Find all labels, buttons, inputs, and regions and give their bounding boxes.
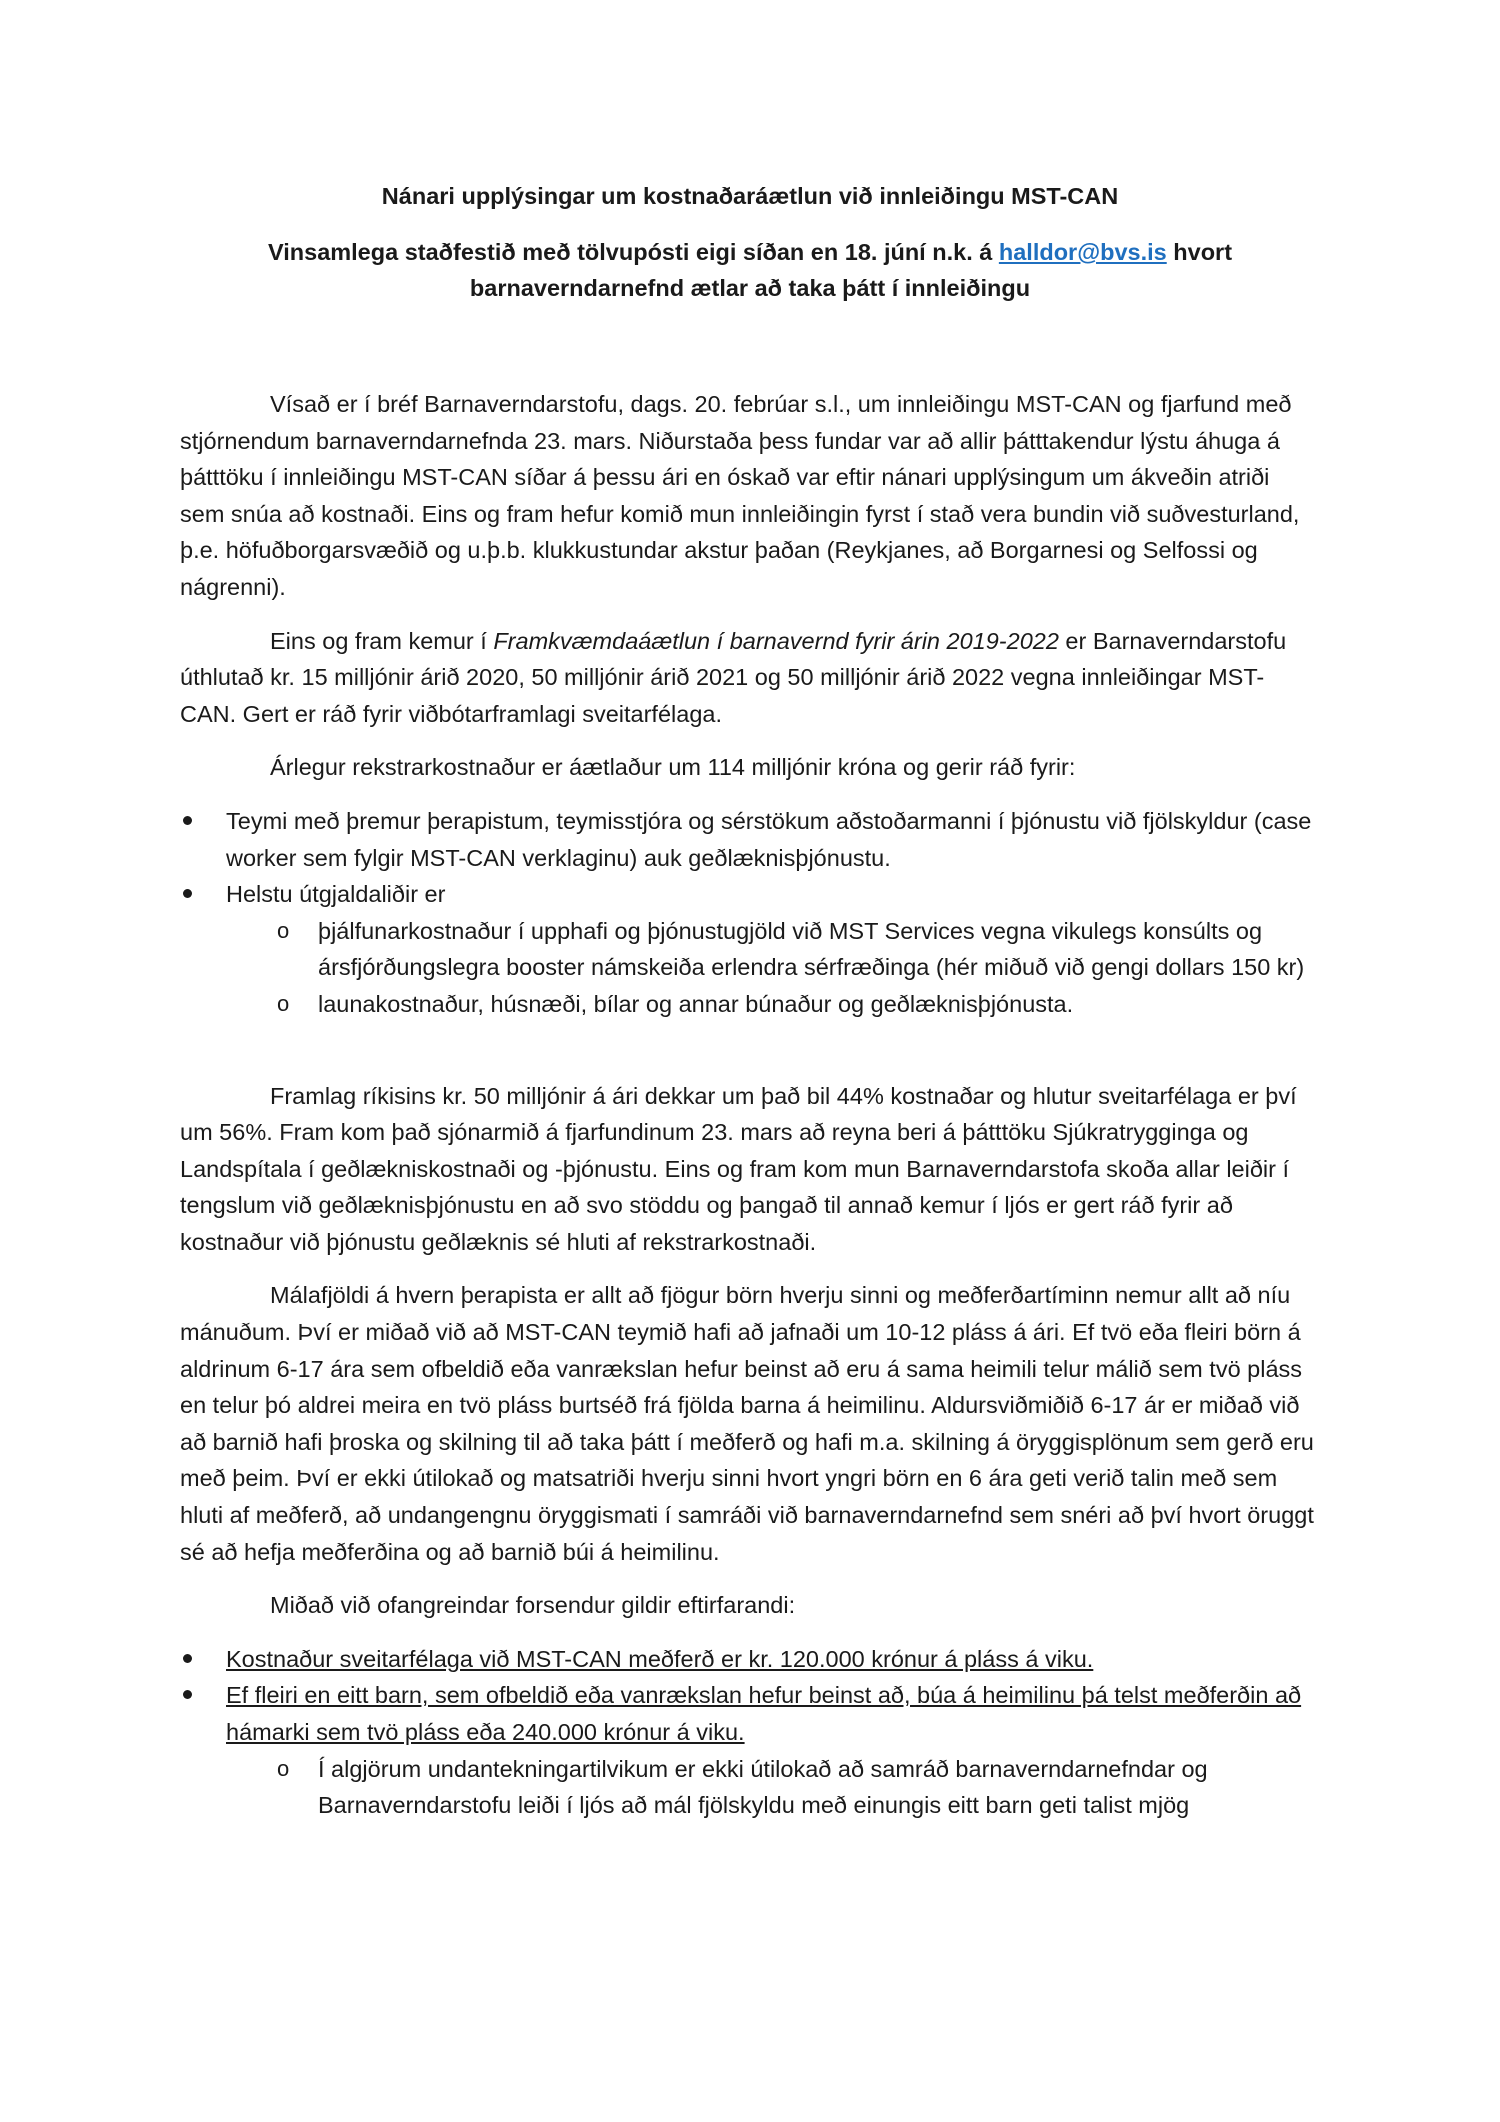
request-text-before: Vinsamlega staðfestið með tölvupósti eigi síðan en 18. júní n.k. á	[267, 239, 999, 265]
exception-sublist	[226, 1751, 1320, 1824]
funding-text-before: Eins og fram kemur í	[270, 627, 494, 654]
paragraph-annual-cost: Árlegur rekstrarkostnaður er áætlaður um 114 milljónir króna og gerir ráð fyrir:	[270, 754, 1076, 781]
list-item-text: Helstu útgjaldaliðir er	[226, 881, 446, 908]
action-plan-title: Framkvæmdaáætlun í barnavernd fyrir árin 2019-2022	[493, 627, 1059, 654]
paragraph-conditions: Miðað við ofangreindar forsendur gildir eftirfarandi:	[270, 1592, 796, 1619]
list-item	[180, 803, 1320, 876]
spacer	[180, 1040, 1320, 1078]
paragraph-state-contribution: Framlag ríkisins kr. 50 milljónir á ári dekkar um það bil 44% kostnaðar og hlutur sveitarfélaga er því um 56%. Fram kom það sjónarmið á fjarfundinum 23. mars að reyna beri á þátttöku Sjúkratrygginga og Landspítala í geðlækniskostnaði og -þjónustu. Eins og fram kom mun Barnaverndarstofa skoða allar leiðir í tengslum við geðlæknisþjónustu en að svo stöddu og þangað til annað kemur í ljós er gert ráð fyrir að kostnaður við þjónustu geðlæknis sé hluti af rekstrarkostnaði.	[180, 1082, 1297, 1255]
sub-list-item-text: þjálfunarkostnaður í upphafi og þjónustugjöld við MST Services vegna vikulegs konsúlts og ársfjórðungslegra booster námskeiða erlendra sérfræðinga (hér miðuð við gengi dollars 150 kr)	[318, 917, 1305, 981]
confirmation-request	[180, 234, 1320, 306]
sub-list-item	[226, 1751, 1320, 1824]
document-title: Nánari upplýsingar um kostnaðaráætlun við innleiðingu MST-CAN	[381, 183, 1119, 209]
list-item	[180, 1677, 1320, 1823]
list-item	[180, 1641, 1320, 1678]
list-item	[180, 876, 1320, 1022]
sub-list-item-text: Í algjörum undantekningartilvikum er ekki útilokað að samráð barnaverndarnefndar og Barnaverndarstofu leiði í ljós að mál fjölskyldu með einungis eitt barn geti talist mjög	[318, 1755, 1208, 1819]
email-link[interactable]: halldor@bvs.is	[998, 239, 1167, 265]
list-item-text: Teymi með þremur þerapistum, teymisstjóra og sérstökum aðstoðarmanni í þjónustu við fjölskyldur (case worker sem fylgir MST-CAN verklaginu) auk geðlæknisþjónustu.	[226, 807, 1312, 871]
expense-sublist	[226, 913, 1320, 1023]
funding-text-after: er Barnaverndarstofu úthlutað kr. 15 milljónir árið 2020, 50 milljónir árið 2021 og 50 milljónir árið 2022 vegna innleiðingar MST-CAN. Gert er ráð fyrir viðbótarframlagi sveitarfélaga.	[180, 627, 1287, 727]
list-item-text: Ef fleiri en eitt barn, sem ofbeldið eða vanrækslan hefur beinst að, búa á heimilinu þá telst meðferðin að hámarki sem tvö pláss eða 240.000 krónur á viku.	[226, 1682, 1302, 1745]
list-item-text: Kostnaður sveitarfélaga við MST-CAN meðferð er kr. 120.000 krónur á pláss á viku.	[226, 1645, 1094, 1672]
paragraph-intro: Vísað er í bréf Barnaverndarstofu, dags. 20. febrúar s.l., um innleiðingu MST-CAN og fjarfund með stjórnendum barnaverndarnefnda 23. mars. Niðurstaða þess fundar var að allir þátttakendur lýstu áhuga á þátttöku í innleiðingu MST-CAN síðar á þessu ári en óskað var eftir nánari upplýsingum um ákveðin atriði sem snúa að kostnaði. Eins og fram hefur komið mun innleiðingin fyrst í stað vera bundin við suðvesturland, þ.e. höfuðborgarsvæðið og u.þ.b. klukkustundar akstur þaðan (Reykjanes, að Borgarnesi og Selfossi og nágrenni).	[180, 391, 1300, 600]
sub-list-item	[226, 913, 1320, 986]
sub-list-item	[226, 986, 1320, 1023]
paragraph-funding	[180, 623, 1320, 733]
request-text-after: hvort barnaverndarnefnd ætlar að taka þátt í innleiðingu	[469, 239, 1233, 301]
sub-list-item-text: launakostnaður, húsnæði, bílar og annar búnaður og geðlæknisþjónusta.	[318, 990, 1074, 1017]
conditions-list	[180, 1641, 1320, 1824]
paragraph-caseload: Málafjöldi á hvern þerapista er allt að fjögur börn hverju sinni og meðferðartíminn nemur allt að níu mánuðum. Því er miðað við að MST-CAN teymið hafi að jafnaði um 10-12 pláss á ári. Ef tvö eða fleiri börn á aldrinum 6-17 ára sem ofbeldið eða vanrækslan hefur beinst að eru á sama heimili telur málið sem tvö pláss en telur þó aldrei meira en tvö pláss burtséð frá fjölda barna á heimilinu. Aldursviðmiðið 6-17 ár er miðað við að barnið hafi þroska og skilning til að taka þátt í meðferð og hafi m.a. skilning á öryggisplönum sem gerð eru með þeim. Því er ekki útilokað og matsatriði hverju sinni hvort yngri börn en 6 ára geti verið talin með sem hluti af meðferð, að undangengnu öryggismati í samráði við barnaverndarnefnd sem snéri að því hvort öruggt sé að hefja meðferðina og að barnið búi á heimilinu.	[180, 1282, 1314, 1565]
cost-items-list	[180, 803, 1320, 1023]
document-body	[180, 386, 1320, 1841]
